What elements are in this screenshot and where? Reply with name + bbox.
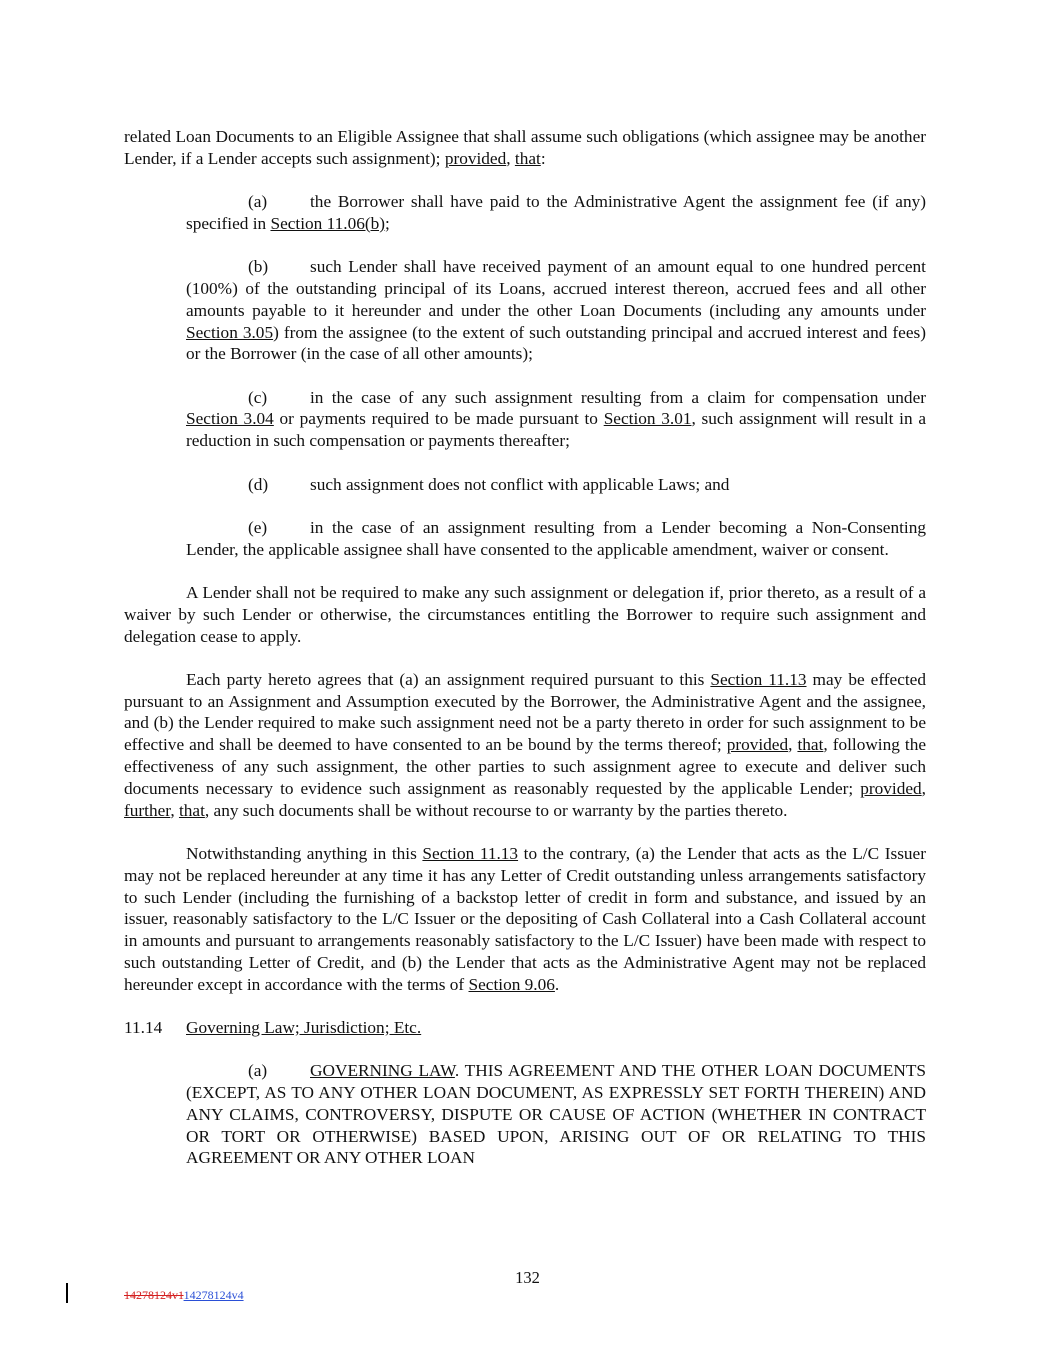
provided-term: provided (726, 735, 789, 755)
clause-text: such Lender shall have received payment of an amount equal to one hundred percent (100%) of the outstanding principal of its Loans, accrued interest thereon, accrued fees and all other amounts payable to it hereunder and under the other Loan Documents (including any amounts under (186, 257, 926, 320)
clause-number: (d) (248, 474, 269, 494)
clause-b (186, 256, 926, 365)
clause-title: GOVERNING LAW (310, 1061, 455, 1081)
intro-paragraph: related Loan Documents to an Eligible Assignee that shall assume such obligations (which assignee may be another Lender, if a Lender accepts such assignment); provided, that: (124, 127, 926, 168)
inserted-doc-id: 14278124v4 (183, 1288, 244, 1302)
lender-paragraph: A Lender shall not be required to make any such assignment or delegation if, prior thereto, as a result of a waiver by such Lender or otherwise, the circumstances entitling the Borrower to require such assignment and delegation cease to apply. (124, 582, 926, 646)
clause-c (186, 387, 926, 452)
that-term: that (178, 800, 205, 820)
clause-text: . THIS AGREEMENT AND THE OTHER LOAN DOCUMENTS (EXCEPT, AS TO ANY OTHER LOAN DOCUMENT, AS EXPRESSLY SET FORTH THEREIN) AND ANY CLAIMS, CONTROVERSY, DISPUTE OR CAUSE OF ACTION (WHETHER IN CONTRACT OR TORT OR OTHERWISE) BASED UPON, ARISING OUT OF OR RELATING TO THIS AGREEMENT OR ANY OTHER LOAN (186, 1061, 926, 1168)
punctuation: , (170, 800, 179, 820)
deleted-doc-id: 14278124v1 (124, 1288, 184, 1302)
paragraph-text: may be effected pursuant to an Assignment and Assumption executed by the Borrower, the Administrative Agent and the assignee, and (b) the Lender required to make such assignment need not be a party thereto in order for such assignment to be effective and shall be deemed to have consented to an be bound by the terms thereof; (124, 669, 926, 755)
page-body (124, 126, 926, 1191)
each-party-paragraph (124, 669, 926, 822)
section-number: 11.14 (124, 1018, 163, 1037)
paragraph-text: to the contrary, (a) the Lender that acts as the L/C Issuer may not be replaced hereunder at any time it has any Letter of Credit outstanding unless arrangements satisfactory to such Lender (including the furnishing of a backstop letter of credit in form and substance, and issued by an issuer, reasonably satisfactory to the L/C Issuer or the depositing of Cash Collateral into a Cash Collateral account in amounts and pursuant to arrangements reasonably satisfactory to the L/C Issuer) have been made with respect to such outstanding Letter of Credit, and (b) the Lender that acts as the Administrative Agent may not be replaced hereunder except in accordance with the terms of (124, 843, 926, 994)
provided-term: provided (444, 148, 507, 168)
clause-text: , such assignment will result in a reduction in such compensation or payments thereafter; (186, 409, 926, 451)
clause-number: (a) (248, 1061, 268, 1081)
clause-a (186, 191, 926, 235)
section-reference-link[interactable]: Section 3.01 (603, 409, 692, 429)
section-reference-link[interactable]: Section 3.05 (186, 322, 274, 342)
section-reference-link[interactable]: Section 11.13 (422, 843, 519, 863)
section-reference-link[interactable]: Section 11.13 (710, 669, 807, 689)
section-heading (124, 1017, 926, 1039)
section-reference-link[interactable]: Section 11.06(b) (270, 213, 386, 233)
paragraph-text: . (554, 974, 560, 994)
clause-number: (a) (248, 192, 268, 212)
paragraph-text: Each party hereto agrees that (a) an assignment required pursuant to this (186, 669, 711, 689)
provided-term: provided (860, 778, 922, 798)
clause-number: (e) (248, 517, 268, 537)
clause-text: in the case of an assignment resulting from a Lender becoming a Non-Consenting Lender, the applicable assignee shall have consented to the applicable amendment, waiver or consent. (186, 517, 926, 559)
clause-text: such assignment does not conflict with applicable Laws; and (310, 474, 730, 494)
clause-text: ) from the assignee (to the extent of such outstanding principal and accrued interest and fees) or the Borrower (in the case of all other amounts); (186, 322, 926, 364)
intro-end: : (540, 148, 546, 168)
that-term: that (797, 735, 824, 755)
clause-text: or payments required to be made pursuant to (273, 409, 604, 429)
change-bar (66, 1283, 68, 1303)
section-title: Governing Law; Jurisdiction; Etc. (186, 1018, 422, 1037)
clause-text: ; (385, 213, 390, 233)
clause-number: (b) (248, 257, 269, 277)
document-id (124, 1288, 244, 1303)
section-reference-link[interactable]: Section 3.04 (186, 409, 274, 429)
intro-text: related Loan Documents to an Eligible Assignee that shall assume such obligations (which assignee may be another Lender, if a Lender accepts such assignment); (124, 127, 926, 168)
that-term: that (514, 148, 541, 168)
clause-text: in the case of any such assignment resulting from a claim for compensation under (310, 387, 926, 407)
paragraph-text: Notwithstanding anything in this (186, 843, 423, 863)
notwithstanding-paragraph (124, 843, 926, 996)
paragraph-text: , following the effectiveness of any such assignment, the other parties to such assignment agree to execute and deliver such documents necessary to evidence such assignment as reasonably requested by the applicable Lender; (124, 735, 927, 798)
clause-governing-law (186, 1060, 926, 1169)
punctuation: , (788, 735, 798, 755)
punctuation: , (921, 778, 926, 798)
further-term: further (124, 800, 171, 820)
section-reference-link[interactable]: Section 9.06 (468, 974, 555, 994)
clause-d (186, 474, 926, 496)
clause-e (186, 517, 926, 561)
clause-number: (c) (248, 387, 268, 407)
paragraph-text: , any such documents shall be without recourse to or warranty by the parties thereto. (204, 800, 788, 820)
clause-text: the Borrower shall have paid to the Administrative Agent the assignment fee (if any) specified in (186, 192, 926, 233)
page-number: 132 (515, 1268, 540, 1287)
